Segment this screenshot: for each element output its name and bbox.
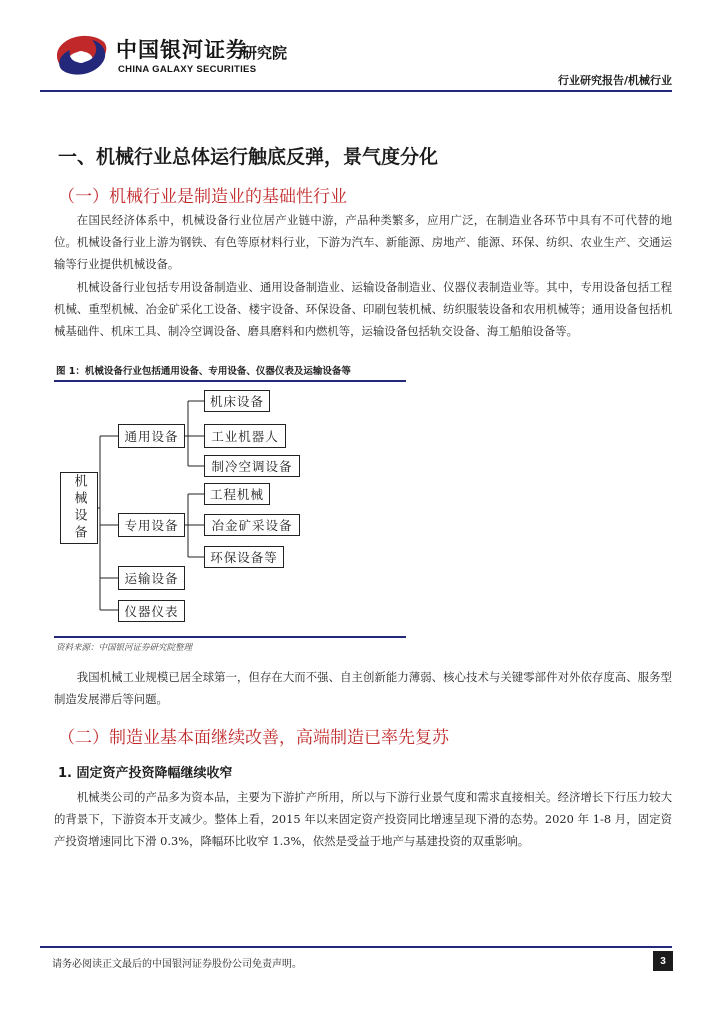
figure-top-rule: [54, 380, 406, 382]
company-logo: [40, 28, 310, 84]
root-node: 机械设备: [60, 472, 98, 544]
paragraph: 我国机械工业规模已居全球第一，但存在大而不强、自主创新能力薄弱、核心技术与关键零部件对外依存度高、服务型制造发展滞后等问题。: [54, 670, 672, 706]
footer-disclaimer: 请务必阅读正文最后的中国银河证券股份公司免责声明。: [52, 959, 302, 970]
paragraph: 在国民经济体系中，机械设备行业位居产业链中游，产品种类繁多，应用广泛，在制造业各环节中具有不可代替的地位。机械设备行业上游为钢铁、有色等原材料行业，下游为汽车、新能源、房地产、能源、环保、纺织、农业生产、交通运输等行业提供机械设备。: [54, 213, 672, 271]
node-general-equipment: 通用设备: [118, 424, 185, 448]
node-metallurgy-mining: 冶金矿采设备: [204, 514, 300, 536]
figure-source: 资料来源：中国银河证券研究院整理: [56, 643, 193, 653]
header-divider: [40, 90, 672, 92]
node-eco-equipment: 环保设备等: [204, 546, 284, 568]
logo-institute: 研究院: [242, 44, 288, 62]
node-transport-equipment: 运输设备: [118, 566, 185, 590]
node-special-equipment: 专用设备: [118, 513, 185, 537]
node-construction-machinery: 工程机械: [204, 483, 270, 505]
node-machine-tools: 机床设备: [204, 390, 270, 412]
logo-chinese-name: 中国银河证券: [116, 38, 248, 62]
subsection-title: （二）制造业基本面继续改善，高端制造已率先复苏: [58, 728, 449, 748]
industry-tree-diagram: [54, 384, 406, 634]
paragraph: 机械类公司的产品多为资本品，主要为下游扩产所用，所以与下游行业景气度和需求直接相关。经济增长下行压力较大的背景下，下游资本开支减少。整体上看，2015 年以来固定资产投资同比增速呈现下滑的态势。2020 年 1-8 月，固定资产投资增速同比下滑 0.3%，降幅环比收窄 1.3%，依然是受益于地产与基建投资的双重影响。: [54, 790, 672, 848]
page-header: [0, 0, 724, 92]
diagram-connectors: [54, 384, 406, 634]
report-type: 行业研究报告/机械行业: [557, 74, 672, 87]
page-number: 3: [653, 951, 673, 971]
subsubsection-title: 1. 固定资产投资降幅继续收窄: [58, 766, 233, 781]
node-instruments: 仪器仪表: [118, 600, 185, 622]
section-title: 一、机械行业总体运行触底反弹，景气度分化: [58, 146, 439, 168]
subsection-title: （一）机械行业是制造业的基础性行业: [58, 187, 347, 207]
node-hvac: 制冷空调设备: [204, 455, 300, 477]
figure-title: 图 1：机械设备行业包括通用设备、专用设备、仪器仪表及运输设备等: [56, 366, 351, 377]
figure-bottom-rule: [54, 636, 406, 638]
logo-english-name: CHINA GALAXY SECURITIES: [118, 64, 257, 75]
paragraph: 机械设备行业包括专用设备制造业、通用设备制造业、运输设备制造业、仪器仪表制造业等。其中，专用设备包括工程机械、重型机械、冶金矿采化工设备、楼宇设备、环保设备、印刷包装机械、纺织服装设备和农用机械等；通用设备包括机械基础件、机床工具、制冷空调设备、磨具磨料和内燃机等，运输设备包括轨交设备、海工船舶设备等。: [54, 280, 672, 338]
galaxy-swirl-logo-icon: [52, 30, 112, 80]
node-industrial-robot: 工业机器人: [204, 424, 286, 448]
footer-divider: [40, 946, 672, 948]
